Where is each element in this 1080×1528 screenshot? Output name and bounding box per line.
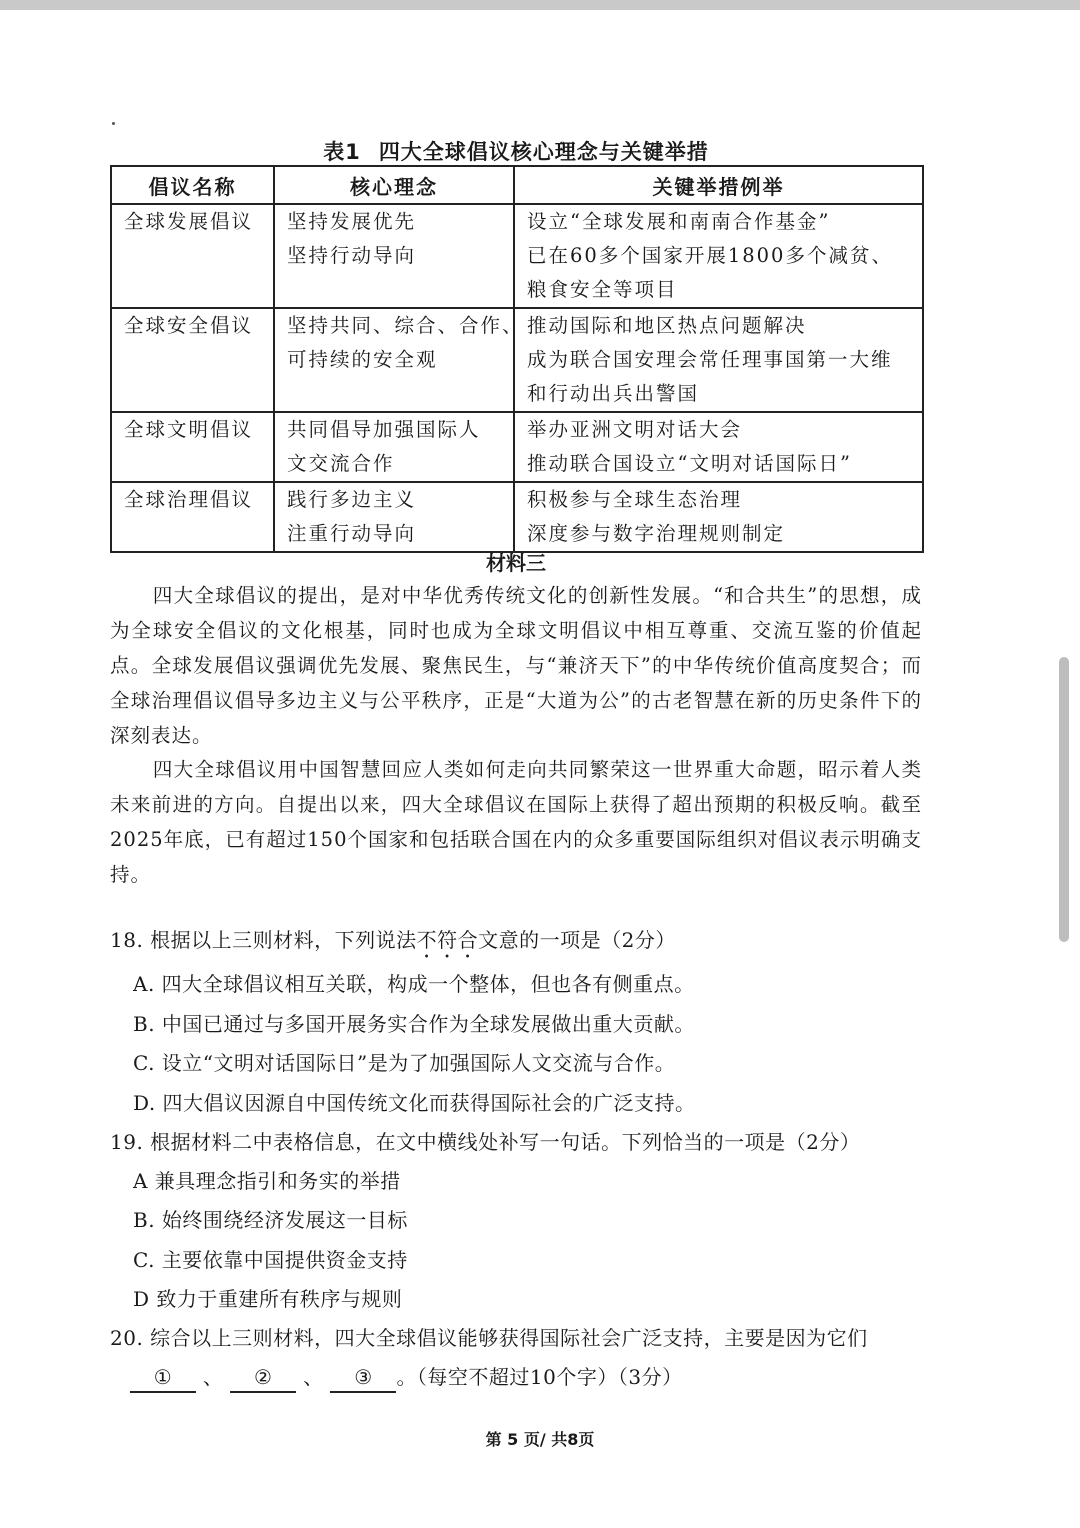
col-header-name: 倡议名称: [111, 166, 274, 204]
emphasis-text: 不符合: [416, 928, 479, 952]
key-measures: 举办亚洲文明对话大会 推动联合国设立“文明对话国际日”: [514, 412, 923, 482]
table-row: [111, 482, 923, 552]
core-concept: 坚持发展优先 坚持行动导向: [274, 204, 514, 308]
initiative-name: 全球安全倡议: [111, 308, 274, 412]
q19-option-a: A 兼具理念指引和务实的举措: [133, 1169, 401, 1193]
col-header-concept: 核心理念: [274, 166, 514, 204]
answer-blank-1[interactable]: ①: [130, 1363, 196, 1393]
q18-option-d: D. 四大倡议因源自中国传统文化而获得国际社会的广泛支持。: [133, 1091, 696, 1115]
q18-option-b: B. 中国已通过与多国开展务实合作为全球发展做出重大贡献。: [133, 1012, 695, 1036]
material-paragraph-1: 四大全球倡议的提出，是对中华优秀传统文化的创新性发展。“和合共生”的思想，成为全球安全倡议的文化根基，同时也成为全球文明倡议中相互尊重、交流互鉴的价值起点。全球发展倡议强调优先发展、聚焦民生，与“兼济天下”的中华传统价值高度契合；而全球治理倡议倡导多边主义与公平秩序，正是“大道为公”的古老智慧在新的历史条件下的深刻表达。: [110, 584, 922, 747]
col-header-measures: 关键举措例举: [514, 166, 923, 204]
key-measures: 推动国际和地区热点问题解决 成为联合国安理会常任理事国第一大维 和行动出兵出警国: [514, 308, 923, 412]
page-footer: 第 5 页/ 共8页: [485, 1430, 595, 1449]
key-measures: 积极参与全球生态治理 深度参与数字治理规则制定: [514, 482, 923, 552]
initiative-name: 全球治理倡议: [111, 482, 274, 552]
table-row: [111, 412, 923, 482]
question-20-blanks: ① 、 ② 、 ③ 。（每空不超过10个字）（3分）: [130, 1362, 942, 1393]
table-header-row: [111, 166, 923, 204]
core-concept: 共同倡导加强国际人 文交流合作: [274, 412, 514, 482]
key-measures: 设立“全球发展和南南合作基金” 已在60多个国家开展1800多个减贫、 粮食安全等项目: [514, 204, 923, 308]
scrollbar-thumb[interactable]: [1059, 657, 1069, 942]
q19-option-d: D 致力于重建所有秩序与规则: [133, 1287, 403, 1311]
initiatives-table: [110, 165, 924, 553]
answer-blank-2[interactable]: ②: [230, 1363, 296, 1393]
table-row: [111, 308, 923, 412]
top-edge-bar: [0, 0, 1080, 10]
answer-blank-3[interactable]: ③: [330, 1363, 396, 1393]
q19-option-c: C. 主要依靠中国提供资金支持: [133, 1248, 408, 1272]
q18-option-c: C. 设立“文明对话国际日”是为了加强国际人文交流与合作。: [133, 1051, 676, 1075]
core-concept: 践行多边主义 注重行动导向: [274, 482, 514, 552]
scan-mark: [112, 122, 115, 125]
question-18-stem: 18. 根据以上三则材料，下列说法不符合文意的一项是（2分）: [110, 928, 676, 952]
table-number: 表1: [323, 140, 361, 164]
table-title: [110, 136, 922, 166]
table-caption: 四大全球倡议核心理念与关键举措: [378, 140, 709, 164]
core-concept: 坚持共同、综合、合作、 可持续的安全观: [274, 308, 514, 412]
table-row: [111, 204, 923, 308]
material-paragraph-2: 四大全球倡议用中国智慧回应人类如何走向共同繁荣这一世界重大命题，昭示着人类未来前进的方向。自提出以来，四大全球倡议在国际上获得了超出预期的积极反响。截至2025年底，已有超过150个国家和包括联合国在内的众多重要国际组织对倡议表示明确支持。: [110, 758, 922, 886]
question-19-stem: 19. 根据材料二中表格信息，在文中横线处补写一句话。下列恰当的一项是（2分）: [110, 1130, 861, 1154]
initiative-name: 全球发展倡议: [111, 204, 274, 308]
material-three-title: 材料三: [486, 551, 546, 575]
initiative-name: 全球文明倡议: [111, 412, 274, 482]
q18-option-a: A. 四大全球倡议相互关联，构成一个整体，但也各有侧重点。: [133, 972, 695, 996]
q19-option-b: B. 始终围绕经济发展这一目标: [133, 1208, 408, 1232]
question-20-stem: 20. 综合以上三则材料，四大全球倡议能够获得国际社会广泛支持，主要是因为它们: [110, 1326, 868, 1350]
